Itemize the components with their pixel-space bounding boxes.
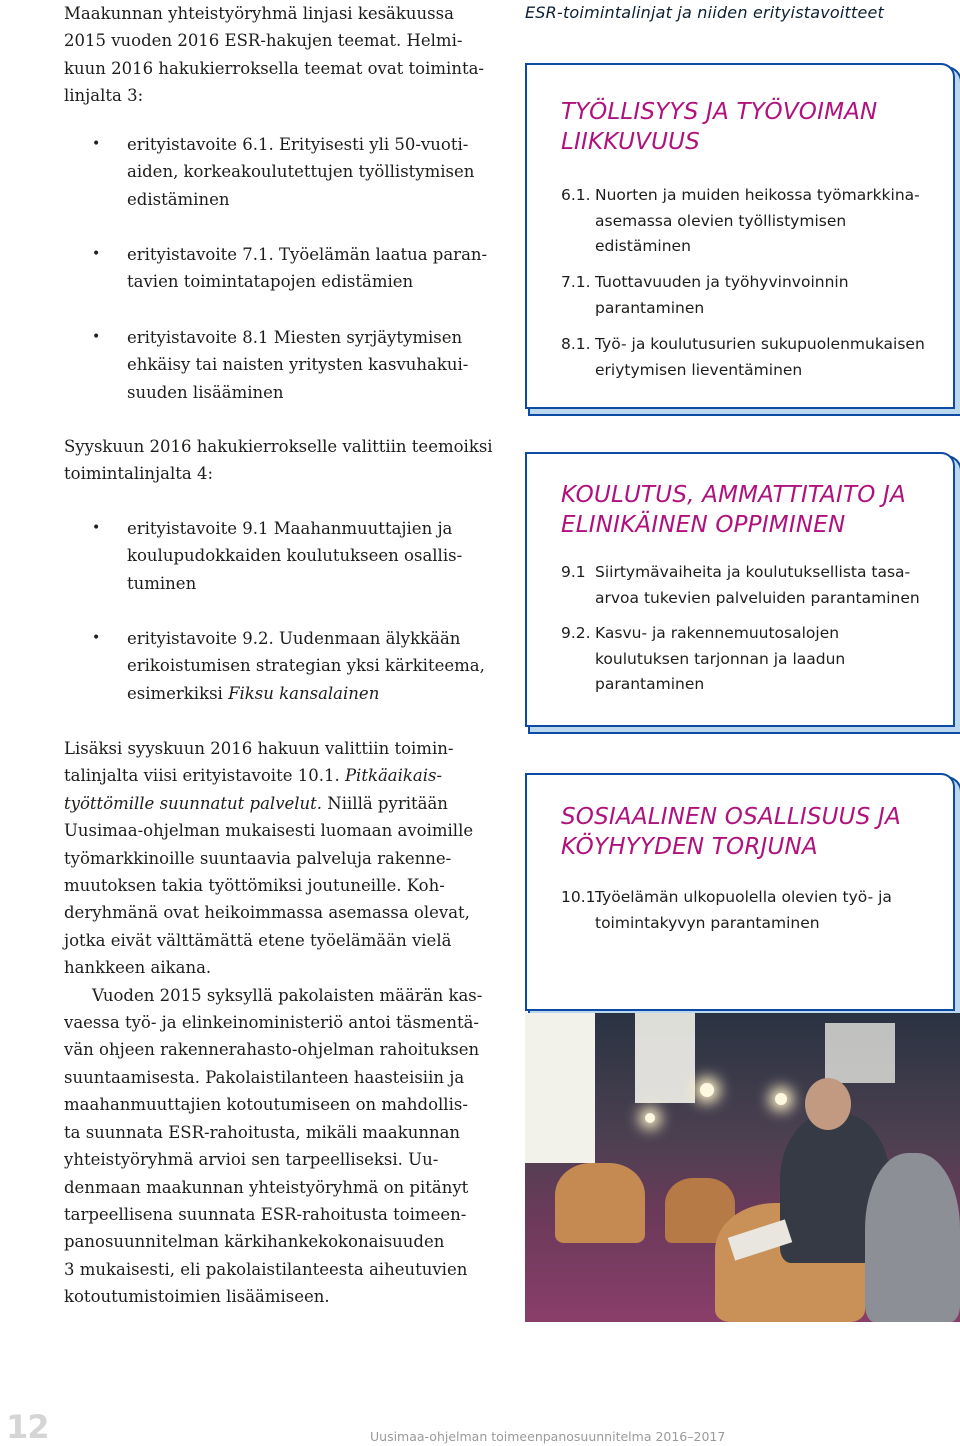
text-line: erityistavoite 9.2. Uudenmaan älykkään <box>127 629 461 648</box>
page-number: 12 <box>6 1408 49 1446</box>
lamp-light <box>645 1113 655 1123</box>
info-box-employment <box>525 63 955 409</box>
text-line: linjalta 3: <box>64 86 144 106</box>
objective-item <box>561 621 943 698</box>
objective-item <box>561 183 943 260</box>
box-title <box>561 480 939 540</box>
text-line: TYÖLLISYYS JA TYÖVOIMAN <box>561 99 878 125</box>
text-line: koulupudokkaiden koulutukseen osallis- <box>127 546 463 566</box>
objective-item <box>561 270 943 321</box>
bullet-list <box>64 515 462 597</box>
text-line: kotoutumistoimien lisäämiseen. <box>64 1287 330 1307</box>
emphasis-text: Fiksu kansalainen <box>228 683 380 703</box>
objective-item <box>561 332 943 383</box>
window-light <box>635 1013 695 1103</box>
text-line: muutoksen takia työttömiksi joutuneille. Koh- <box>64 876 445 896</box>
bullet-icon: • <box>92 246 101 262</box>
text-line: koulutuksen tarjonnan ja laadun <box>595 649 846 668</box>
text-line: jotka eivät välttämättä etene työelämään vielä <box>64 930 452 950</box>
objective-number: 10.1. <box>561 888 601 906</box>
text-line: kuun 2016 hakukierroksella teemat ovat toiminta- <box>64 58 484 78</box>
intro-paragraph-2 <box>64 433 493 488</box>
text-line: talinjalta viisi erityistavoite 10.1. <box>64 766 345 786</box>
text-line: deryhmänä ovat heikoimmassa asemassa olevat, <box>64 903 470 923</box>
text-line: Työ- ja koulutusurien sukupuolenmukaisen <box>595 335 925 353</box>
objective-item <box>561 560 943 611</box>
list-item <box>64 241 487 296</box>
window-light <box>525 1013 595 1163</box>
text-line: vaessa työ- ja elinkeinoministeriö antoi täsmentä- <box>64 1013 479 1033</box>
box-title <box>561 97 939 157</box>
text-line: LIIKKUVUUS <box>561 129 700 155</box>
text-line: yhteistyöryhmä arvioi sen tarpeelliseksi. Uu- <box>64 1150 439 1170</box>
library-photo <box>525 1013 960 1322</box>
text-line: toimintakyvyn parantaminen <box>595 913 820 932</box>
emphasis-text: työttömille suunnatut palvelut. <box>64 793 323 813</box>
text-line: maahanmuuttajien kotoutumiseen on mahdollis- <box>64 1095 468 1115</box>
text-line: suuden lisääminen <box>127 382 284 402</box>
left-column <box>64 0 494 1307</box>
bullet-list <box>64 241 487 296</box>
text-line: 2015 vuoden 2016 ESR-hakujen teemat. Helmi- <box>64 31 463 51</box>
text-line: erityistavoite 6.1. Erityisesti yli 50-vuoti- <box>127 135 469 154</box>
text-line: hankkeen aikana. <box>64 958 212 978</box>
list-item <box>64 324 468 406</box>
text-line: esimerkiksi <box>127 683 229 703</box>
emphasis-text: Pitkäaikais- <box>344 766 443 786</box>
text-line: Kasvu- ja rakennemuutosalojen <box>595 624 840 642</box>
objective-number: 6.1. <box>561 186 591 204</box>
bullet-list <box>64 324 468 406</box>
text-line: erityistavoite 8.1 Miesten syrjäytymisen <box>127 328 463 347</box>
objective-number: 9.1 <box>561 563 586 581</box>
text-line: SOSIAALINEN OSALLISUUS JA <box>561 804 901 830</box>
intro-paragraph-1 <box>64 0 494 110</box>
text-line: Vuoden 2015 syksyllä pakolaisten määrän kas- <box>92 985 483 1005</box>
text-line: denmaan maakunnan yhteistyöryhmä on pitänyt <box>64 1177 469 1197</box>
text-line: erityistavoite 7.1. Työelämän laatua paran- <box>127 245 488 264</box>
text-line: toimintalinjalta 4: <box>64 464 214 484</box>
text-line: työmarkkinoille suuntaavia palveluja rakenne- <box>64 848 452 868</box>
text-line: suuntaamisesta. Pakolaistilanteen haasteisiin ja <box>64 1067 465 1087</box>
footer-title: Uusimaa-ohjelman toimeenpanosuunnitelma 2016–2017 <box>370 1429 726 1444</box>
sidebar-heading: ESR-toimintalinjat ja niiden erityistavoitteet <box>525 3 885 22</box>
objective-item <box>561 885 943 936</box>
text-line: edistäminen <box>127 189 230 209</box>
text-line: ehkäisy tai naisten yritysten kasvuhakui- <box>127 355 469 375</box>
text-line: Nuorten ja muiden heikossa työmarkkina- <box>595 186 920 204</box>
lamp-light <box>700 1083 714 1097</box>
bullet-icon: • <box>92 630 101 646</box>
text-line: tavien toimintatapojen edistämien <box>127 272 414 292</box>
text-line: aiden, korkeakoulutettujen työllistymisen <box>127 162 475 182</box>
text-line: Syyskuun 2016 hakukierrokselle valittiin teemoiksi <box>64 437 493 456</box>
text-line: ELINIKÄINEN OPPIMINEN <box>561 512 846 538</box>
list-item <box>64 131 474 213</box>
window-light <box>825 1023 895 1083</box>
bullet-icon: • <box>92 329 101 345</box>
text-line: tuminen <box>127 573 197 593</box>
text-line: KÖYHYYDEN TORJUNA <box>561 834 818 860</box>
text-line: arvoa tukevien palveluiden parantaminen <box>595 588 920 607</box>
text-line: erityistavoite 9.1 Maahanmuuttajien ja <box>127 519 453 538</box>
text-line: parantaminen <box>595 298 705 317</box>
text-line: panosuunnitelman kärkihankekokonaisuuden <box>64 1232 445 1252</box>
text-line: ta suunnata ESR-rahoitusta, mikäli maakunnan <box>64 1122 461 1142</box>
text-line: Lisäksi syyskuun 2016 hakuun valittiin toimin- <box>64 739 454 758</box>
text-line: Siirtymävaiheita ja koulutuksellista tasa- <box>595 563 911 581</box>
objective-number: 7.1. <box>561 273 591 291</box>
bullet-list <box>64 625 485 707</box>
body-text <box>64 735 494 1311</box>
box-title <box>561 802 939 862</box>
chair <box>555 1163 645 1243</box>
list-item <box>64 515 462 597</box>
text-line: Tuottavuuden ja työhyvinvoinnin <box>595 273 849 291</box>
text-line: Niillä pyritään <box>322 793 448 813</box>
text-line: KOULUTUS, AMMATTITAITO JA <box>561 482 906 508</box>
text-line: asemassa olevien työllistymisen <box>595 211 847 230</box>
text-line: eriytymisen lieventäminen <box>595 360 803 379</box>
objective-number: 9.2. <box>561 624 591 642</box>
text-line: Työelämän ulkopuolella olevien työ- ja <box>595 888 892 906</box>
text-line: Maakunnan yhteistyöryhmä linjasi kesäkuussa <box>64 4 454 23</box>
text-line: 3 mukaisesti, eli pakolaistilanteesta aiheutuvien <box>64 1259 468 1279</box>
body-paragraph-2 <box>64 982 494 1311</box>
list-item <box>64 625 485 707</box>
info-box-education <box>525 452 955 727</box>
text-line: erikoistumisen strategian yksi kärkiteema, <box>127 656 485 676</box>
info-box-social-inclusion <box>525 773 955 1011</box>
text-line: vän ohjeen rakennerahasto-ohjelman rahoituksen <box>64 1040 480 1060</box>
lamp-light <box>775 1093 787 1105</box>
text-line: tarpeellisena suunnata ESR-rahoitusta toimeen- <box>64 1204 467 1224</box>
text-line: parantaminen <box>595 675 705 693</box>
objective-number: 8.1. <box>561 335 591 353</box>
body-paragraph-1 <box>64 735 494 982</box>
person-head <box>805 1078 851 1130</box>
jacket <box>865 1153 960 1322</box>
text-line: edistäminen <box>595 237 691 255</box>
bullet-icon: • <box>92 520 101 536</box>
bullet-list <box>64 131 474 213</box>
text-line: Uusimaa-ohjelman mukaisesti luomaan avoimille <box>64 821 474 841</box>
bullet-icon: • <box>92 136 101 152</box>
